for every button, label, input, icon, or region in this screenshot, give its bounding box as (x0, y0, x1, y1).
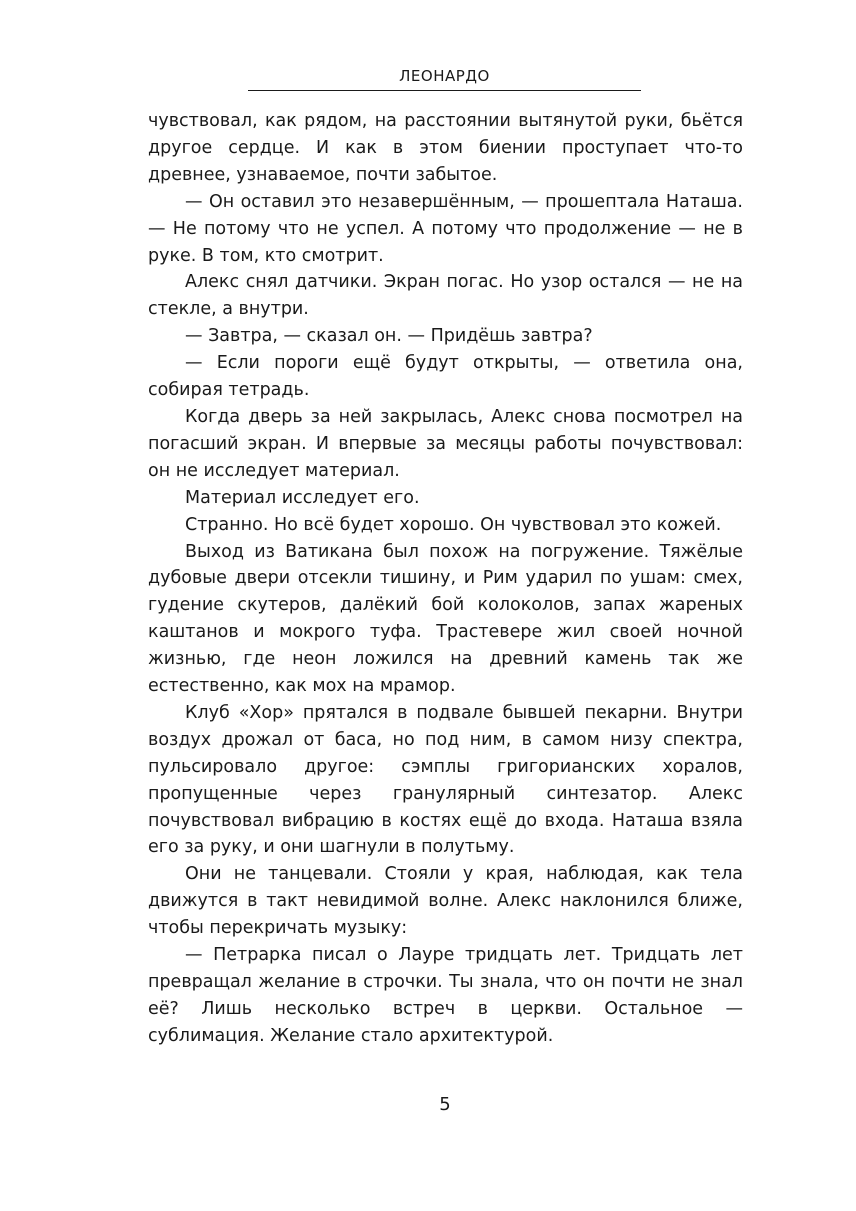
paragraph: Клуб «Хор» прятался в подвале бывшей пекарни. Внутри воздух дрожал от баса, но под ним, в самом низу спектра, пульсировало другое: сэмплы григорианских хоралов, пропущенные через гранулярный синтезатор. Алекс почувствовал вибрацию в костях ещё до входа. Наташа взяла его за руку, и они шагнули в полутьму. (148, 702, 743, 858)
page-number: 5 (439, 1094, 451, 1115)
paragraph: Когда дверь за ней закрылась, Алекс снова посмотрел на погасший экран. И впервые за месяцы работы почувствовал: он не исследует материал. (148, 406, 743, 481)
header-rule (248, 90, 641, 91)
paragraph: Они не танцевали. Стояли у края, наблюдая, как тела движутся в такт невидимой волне. Алекс наклонился ближе, чтобы перекричать музыку: (148, 864, 743, 939)
paragraph: — Если пороги ещё будут открыты, — ответила она, собирая тетрадь. (148, 353, 743, 401)
paragraph: — Он оставил это незавершённым, — прошептала Наташа. — Не потому что не успел. А потому что продолжение — не в руке. В том, кто смотрит. (148, 191, 743, 266)
paragraph: — Завтра, — сказал он. — Придёшь завтра? (185, 326, 593, 347)
paragraph: Странно. Но всё будет хорошо. Он чувствовал это кожей. (185, 514, 722, 535)
paragraph-continued: чувствовал, как рядом, на расстоянии вытянутой руки, бьётся другое сердце. И как в этом биении проступает что-то древнее, узнаваемое, почти забытое. (148, 111, 743, 185)
paragraph: Алекс снял датчики. Экран погас. Но узор остался — не на стекле, а внутри. (148, 272, 743, 320)
paragraph: — Петрарка писал о Лауре тридцать лет. Тридцать лет превращал желание в строчки. Ты знала, что он почти не знал её? Лишь несколько встреч в церкви. Остальное — сублимация. Желание стало архитектурой. (148, 945, 743, 1046)
body-text (148, 108, 743, 1050)
paragraph: Материал исследует его. (185, 487, 420, 508)
running-head: ЛЕОНАРДО (399, 67, 490, 85)
paragraph: Выход из Ватикана был похож на погружение. Тяжёлые дубовые двери отсекли тишину, и Рим ударил по ушам: смех, гудение скутеров, далёкий бой колоколов, запах жареных каштанов и мокрого туфа. Трастевере жил своей ночной жизнью, где неон ложился на древний камень так же естественно, как мох на мрамор. (148, 541, 743, 697)
